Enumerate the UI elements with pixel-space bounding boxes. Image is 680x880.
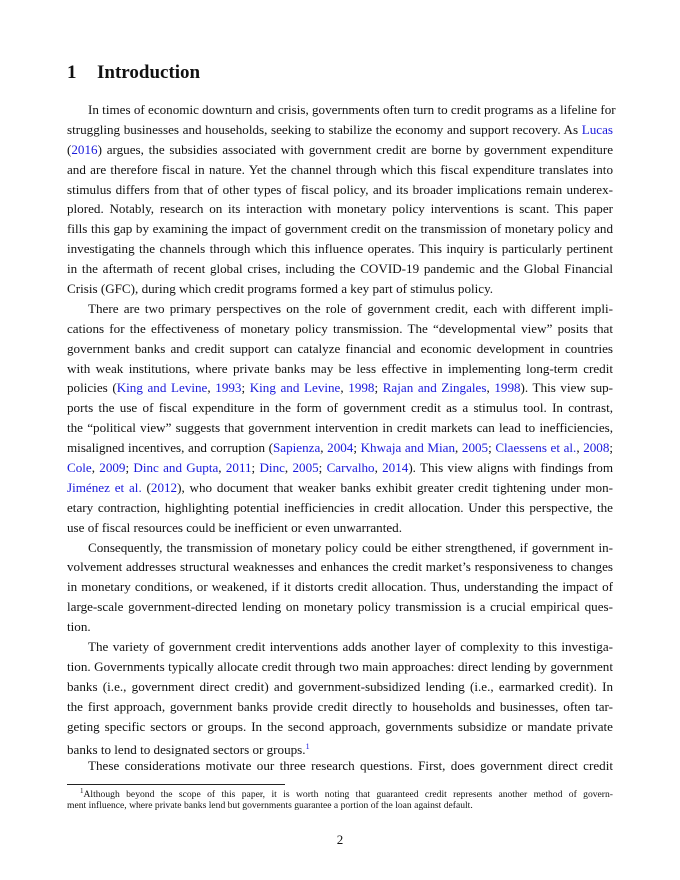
text-run: The variety of government credit interventions adds another layer of complexity to this investiga- [88, 639, 613, 655]
text-run: These considerations motivate our three research questions. First, does government direct credit [88, 758, 613, 774]
footnote-text: ment influence, where private banks lend but governments guarantee a portion of the loan against default. [67, 799, 473, 811]
text-run: , [320, 440, 328, 456]
text-run: , [284, 460, 293, 476]
text-run: policies ( [67, 380, 117, 396]
citation-link[interactable]: 2009 [99, 460, 126, 476]
text-run: , [218, 460, 226, 476]
paragraph-line [67, 319, 613, 339]
footnote [67, 784, 613, 813]
text-run: ; [609, 440, 614, 456]
citation-link[interactable]: King and Levine [116, 380, 208, 396]
text-run: in the aftermath of recent global crises, including the COVID-19 pandemic and the Global Financial [67, 261, 613, 277]
paragraph-line [67, 737, 613, 757]
citation-link[interactable]: Jiménez et al. [67, 479, 142, 495]
text-run: ; [374, 380, 383, 396]
paragraph-line [67, 677, 613, 697]
text-run: ; [125, 460, 134, 476]
paragraph-line [67, 239, 613, 259]
text-run: plored. Notably, research on its interaction with monetary policy interventions is scant. This paper [67, 201, 613, 217]
text-run: the “political view” suggests that government intervention in credit markets can lead to inefficiencies, [67, 420, 613, 436]
text-run: ), who document that weaker banks exhibit greater credit tightening under mon- [177, 479, 613, 495]
paragraph-line [67, 299, 613, 319]
text-run: There are two primary perspectives on the role of government credit, each with different impli- [88, 300, 613, 316]
paragraph-line [67, 478, 613, 498]
citation-link[interactable]: King and Levine [249, 380, 341, 396]
paragraph-line [67, 617, 613, 637]
citation-link[interactable]: 2012 [150, 479, 178, 495]
text-run: cations for the effectiveness of monetary policy transmission. The “developmental view” posits that [67, 320, 613, 336]
citation-link[interactable]: Carvalho [326, 460, 375, 476]
text-run: , [340, 380, 349, 396]
text-run: ) argues, the subsidies associated with government credit are borne by government expenditure [97, 141, 613, 157]
citation-link[interactable]: 2014 [382, 460, 409, 476]
paragraph-line [67, 140, 613, 160]
paragraph-line [67, 378, 613, 398]
text-run: stimulus differs from that of other types of fiscal policy, and its broader implications remain underex- [67, 181, 613, 197]
footnote-ref-link[interactable]: 1 [305, 741, 310, 751]
text-run: in monetary conditions, or weakened, if it distorts credit allocation. Thus, understanding the impact of [67, 579, 613, 595]
text-run: fills this gap by examining the impact of government credit on the transmission of monetary policy and [67, 221, 613, 237]
text-run: the first approach, government banks provide credit directly to households and businesses, often tar- [67, 698, 613, 714]
paragraph-line [67, 458, 613, 478]
text-run: ). This view sup- [520, 380, 614, 396]
text-run: , [91, 460, 100, 476]
citation-link[interactable]: Khwaja and Mian [360, 440, 456, 456]
paragraph-line [67, 717, 613, 737]
paragraph-line [67, 657, 613, 677]
text-run: In times of economic downturn and crisis, governments often turn to credit programs as a lifeline for [88, 102, 616, 117]
text-run: ). This view aligns with findings from [408, 460, 614, 476]
paragraph-line [67, 359, 613, 379]
text-run: ; [251, 460, 260, 476]
citation-link[interactable]: 1998 [494, 380, 521, 396]
text-run: misaligned incentives, and corruption ( [67, 440, 273, 456]
text-run: ; [353, 440, 361, 456]
paragraph-line [67, 180, 613, 200]
text-run: use of fiscal resources could be inefficient or even unwarranted. [67, 519, 402, 535]
citation-link[interactable]: 2008 [583, 440, 610, 456]
citation-link[interactable]: Dinc and Gupta [133, 460, 219, 476]
text-run: tion. [67, 619, 91, 635]
text-run: banks (i.e., government direct credit) and government-subsidized lending (i.e., earmarked credit). In [67, 678, 613, 694]
text-run: , [486, 380, 495, 396]
text-run: , [576, 440, 584, 456]
citation-link[interactable]: Lucas [581, 121, 613, 137]
text-run: with weak institutions, where private banks may be less effective in implementing long-term credit [67, 360, 613, 376]
paragraph-line [67, 577, 613, 597]
citation-link[interactable]: 1998 [348, 380, 375, 396]
text-run: banks to lend to designated sectors or groups. [67, 741, 306, 757]
text-run: , [455, 440, 462, 456]
paragraph-line [67, 597, 613, 617]
citation-link[interactable]: 2005 [461, 440, 489, 456]
text-run: Crisis (GFC), during which credit programs formed a key part of stimulus policy. [67, 281, 494, 297]
text-run: ( [141, 479, 151, 495]
citation-link[interactable]: 2011 [225, 460, 252, 476]
text-run: and are therefore fiscal in nature. Yet the channel through which this fiscal expenditure translates into [67, 161, 613, 177]
paragraph-line [67, 120, 613, 140]
paragraph-line [67, 637, 613, 657]
paragraph-line [67, 438, 613, 458]
footnote-line [67, 784, 613, 799]
footnote-mark: 1 [80, 787, 84, 795]
paragraph-line [67, 557, 613, 577]
text-run: ports the use of fiscal expenditure in the form of government credit as a stimulus tool. In contrast, [67, 400, 613, 416]
text-run: Consequently, the transmission of monetary policy could be either strengthened, if government in- [88, 539, 613, 555]
body-text [67, 100, 616, 776]
paragraph-line [67, 199, 613, 219]
page-number: 2 [336, 832, 344, 847]
citation-link[interactable]: 1993 [215, 380, 242, 396]
text-run: tion. Governments typically allocate credit through two main approaches: direct lending by government [67, 658, 613, 674]
paragraph-line [67, 279, 613, 299]
section-heading [67, 62, 200, 84]
footnote-text: Although beyond the scope of this paper, it is worth noting that guaranteed credit represents another method of govern- [83, 789, 613, 800]
text-run: ; [488, 440, 496, 456]
text-run: large-scale government-directed lending on monetary policy transmission is a crucial empirical ques- [67, 599, 613, 615]
text-run: government banks and credit support can catalyze financial and economic development in countries [67, 340, 613, 356]
text-run: ; [241, 380, 250, 396]
paragraph-line [67, 538, 613, 558]
citation-link[interactable]: Sapienza [273, 440, 321, 456]
paragraph-line [67, 339, 613, 359]
citation-link[interactable]: Dinc [259, 460, 285, 476]
text-run: ; [318, 460, 327, 476]
paragraph-line [67, 219, 613, 239]
paragraph-line [67, 160, 613, 180]
citation-link[interactable]: 2005 [292, 460, 319, 476]
paragraph-line [67, 756, 613, 776]
text-run: investigating the channels through which this influence operates. This inquiry is particularly pertinent [67, 241, 613, 257]
text-run: , [207, 380, 216, 396]
citation-link[interactable]: Rajan and Zingales [382, 380, 487, 396]
paragraph-line [67, 398, 613, 418]
text-run: volvement addresses structural weaknesses and enhances the credit market’s responsiveness to changes [67, 559, 613, 575]
citation-link[interactable]: Claessens et al. [495, 440, 577, 456]
citation-link[interactable]: 2016 [71, 141, 98, 157]
section-number: 1 [67, 62, 77, 83]
paragraph-line [67, 100, 616, 120]
paragraph-line [67, 498, 613, 518]
citation-link[interactable]: Cole [67, 460, 92, 476]
text-run: geting specific sectors or groups. In the second approach, governments subsidize or mandate private [67, 718, 613, 734]
text-run: etary contraction, highlighting potential inefficiencies in credit allocation. Under this perspective, the [67, 499, 613, 515]
paragraph-line [67, 418, 613, 438]
text-run: ( [67, 141, 72, 157]
section-title: Introduction [97, 62, 201, 83]
footnote-line [67, 799, 613, 814]
text-run: , [374, 460, 383, 476]
paragraph-line [67, 518, 613, 538]
paragraph-line [67, 259, 613, 279]
paragraph-line [67, 697, 613, 717]
citation-link[interactable]: 2004 [327, 440, 354, 456]
text-run: struggling businesses and households, seeking to stabilize the economy and support recovery. As [67, 121, 582, 137]
